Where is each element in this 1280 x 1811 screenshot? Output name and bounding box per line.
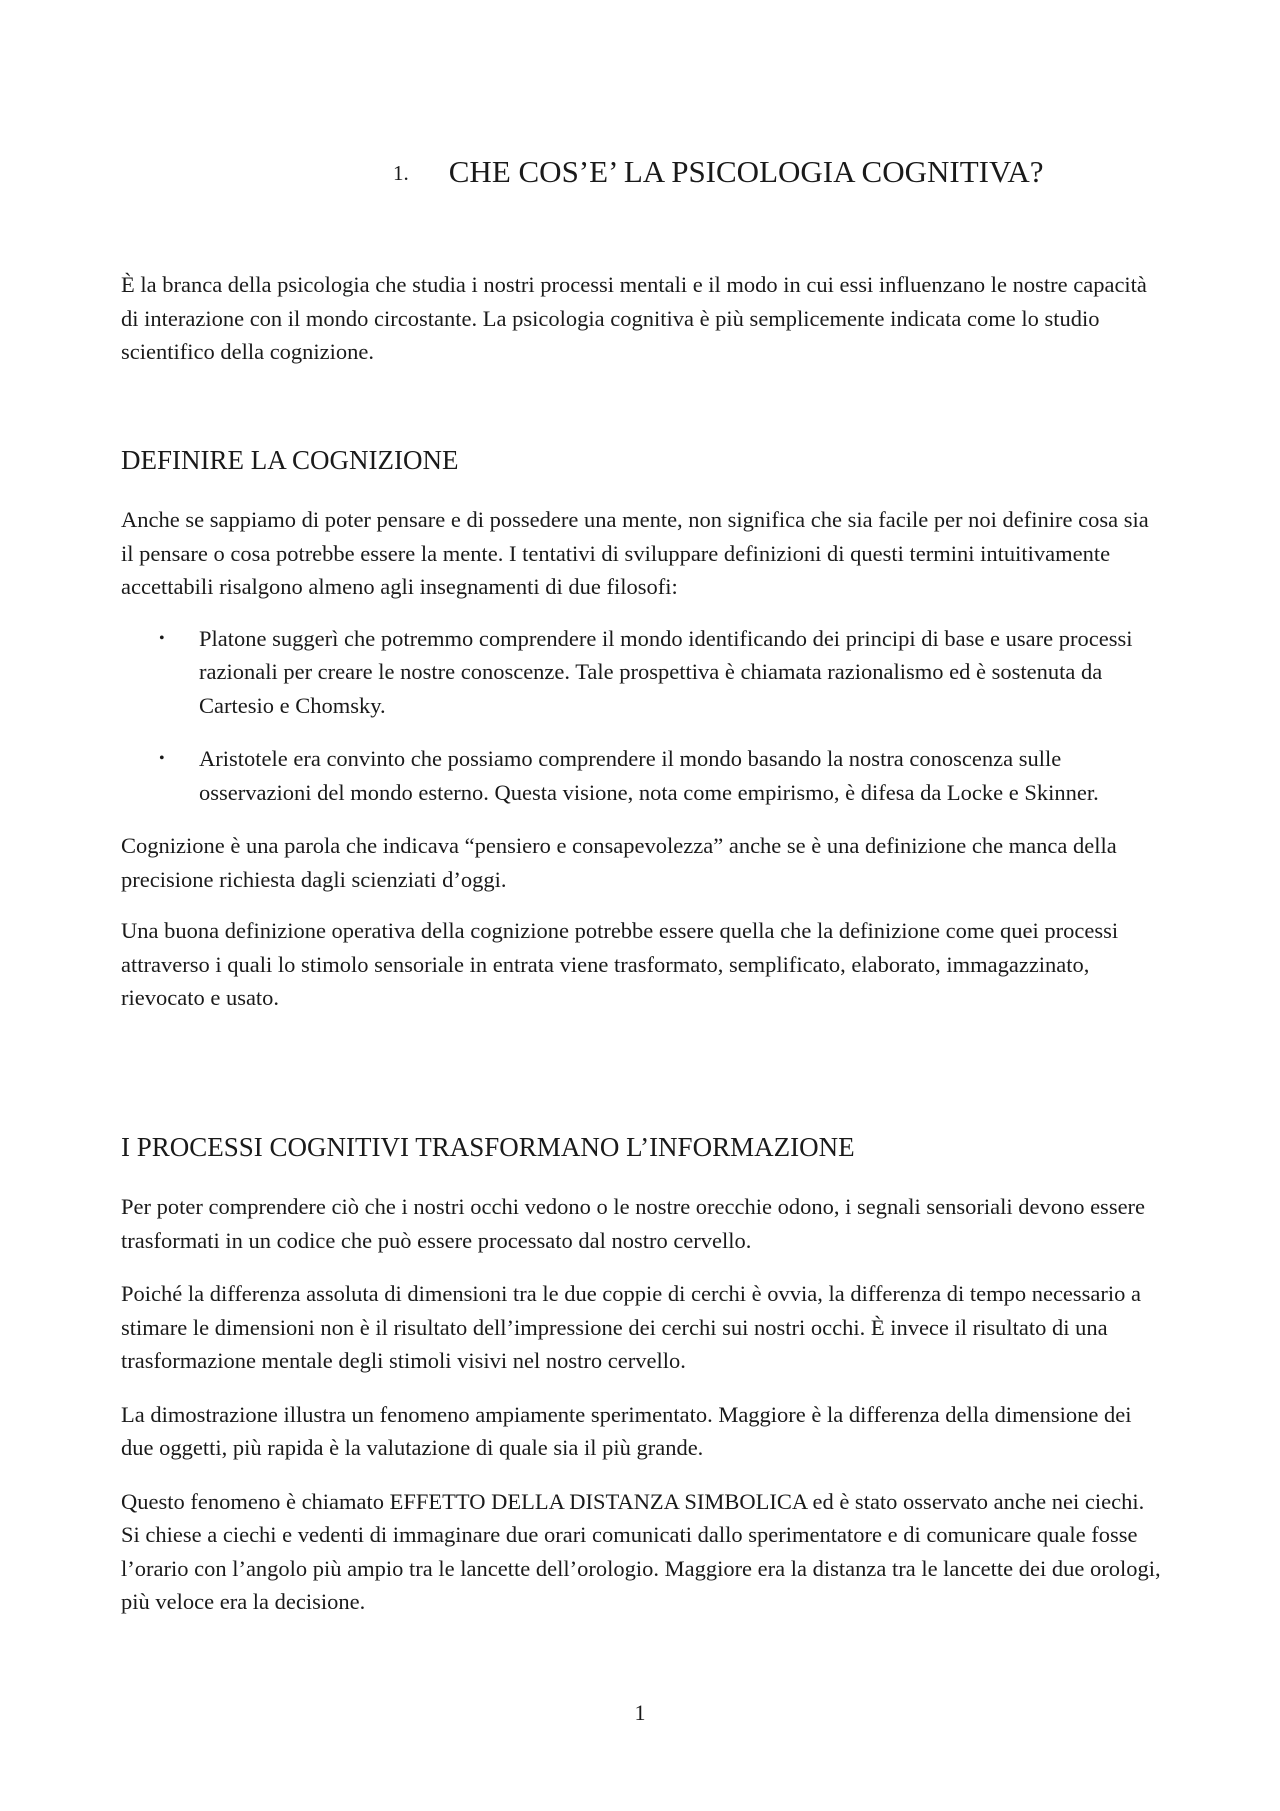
list-item xyxy=(121,622,1166,723)
section-heading-processi: I PROCESSI COGNITIVI TRASFORMANO L’INFORMAZIONE xyxy=(121,1132,855,1162)
list-item xyxy=(121,742,1166,809)
paragraph: Per poter comprendere ciò che i nostri occhi vedono o le nostre orecchie odono, i segnali sensoriali devono essere trasformati in un codice che può essere processato dal nostro cervello. xyxy=(121,1194,1146,1253)
title-text: CHE COS’E’ LA PSICOLOGIA COGNITIVA? xyxy=(448,154,1044,189)
intro-paragraph: È la branca della psicologia che studia i nostri processi mentali e il modo in cui essi influenzano le nostre capacità di interazione con il mondo circostante. La psicologia cognitiva è più semplicemente indicata come lo studio scientifico della cognizione. xyxy=(121,272,1147,364)
paragraph: La dimostrazione illustra un fenomeno ampiamente sperimentato. Maggiore è la differenza della dimensione dei due oggetti, più rapida è la valutazione di quale sia il più grande. xyxy=(121,1401,1132,1460)
paragraph: Poiché la differenza assoluta di dimensioni tra le due coppie di cerchi è ovvia, la differenza di tempo necessario a stimare le dimensioni non è il risultato dell’impressione dei cerchi sui nostri occhi. È invece il risultato di una trasformazione mentale degli stimoli visivi nel nostro cervello. xyxy=(121,1281,1142,1373)
bullet-icon: • xyxy=(159,750,165,767)
paragraph: Cognizione è una parola che indicava “pensiero e consapevolezza” anche se è una definizione che manca della precisione richiesta dagli scienziati d’oggi. xyxy=(121,833,1117,892)
intro-section xyxy=(121,268,1166,369)
paragraph: Anche se sappiamo di poter pensare e di possedere una mente, non significa che sia facile per noi definire cosa sia il pensare o cosa potrebbe essere la mente. I tentativi di sviluppare definizioni di questi termini intuitivamente accettabili risalgono almeno agli insegnamenti di due filosofi: xyxy=(121,507,1149,599)
paragraph: Una buona definizione operativa della cognizione potrebbe essere quella che la definizione come quei processi attraverso i quali lo stimolo sensoriale in entrata viene trasformato, semplificato, elaborato, immagazzinato, rievocato e usato. xyxy=(121,918,1119,1010)
title-number: 1. xyxy=(393,161,409,185)
list-item-text: Aristotele era convinto che possiamo comprendere il mondo basando la nostra conoscenza sulle osservazioni del mondo esterno. Questa visione, nota come empirismo, è difesa da Locke e Skinner. xyxy=(199,746,1099,805)
section-processi xyxy=(121,1190,1166,1639)
section-heading-definire: DEFINIRE LA COGNIZIONE xyxy=(121,445,459,475)
page-number: 1 xyxy=(634,1700,646,1725)
bullet-list xyxy=(121,622,1166,810)
section-definire xyxy=(121,503,1166,1033)
list-item-text: Platone suggerì che potremmo comprendere il mondo identificando dei principi di base e usare processi razionali per creare le nostre conoscenze. Tale prospettiva è chiamata razionalismo ed è sostenuta da Cartesio e Chomsky. xyxy=(199,625,1133,718)
paragraph: Questo fenomeno è chiamato EFFETTO DELLA DISTANZA SIMBOLICA ed è stato osservato anche nei ciechi. Si chiese a ciechi e vedenti di immaginare due orari comunicati dallo sperimentatore e di comunicare quale fosse l’orario con l’angolo più ampio tra le lancette dell’orologio. Maggiore era la distanza tra le lancette dei due orologi, più veloce era la decisione. xyxy=(121,1488,1161,1614)
bullet-icon: • xyxy=(159,629,165,647)
page-title xyxy=(393,152,1044,193)
